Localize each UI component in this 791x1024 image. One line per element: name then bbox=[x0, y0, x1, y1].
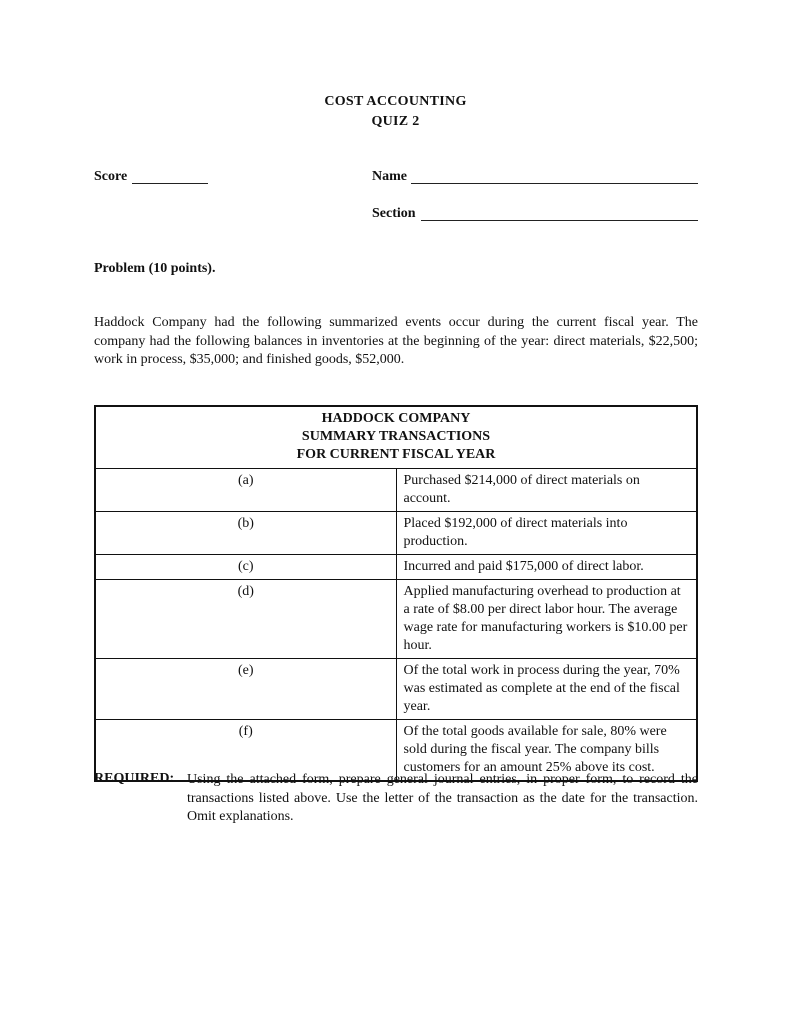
name-field[interactable] bbox=[411, 183, 698, 184]
transaction-text: Purchased $214,000 of direct materials on account. bbox=[396, 469, 697, 512]
transaction-letter: (f) bbox=[95, 720, 396, 782]
transaction-letter: (c) bbox=[95, 555, 396, 580]
table-row bbox=[95, 580, 697, 659]
table-row bbox=[95, 659, 697, 720]
transaction-letter: (d) bbox=[95, 580, 396, 659]
transaction-text: Of the total goods available for sale, 80% were sold during the fiscal year. The company bills customers for an amount 25% above its cost. bbox=[396, 720, 697, 782]
transaction-text: Applied manufacturing overhead to production at a rate of $8.00 per direct labor hour. The average wage rate for manufacturing workers is $10.00 per hour. bbox=[396, 580, 697, 659]
table-row bbox=[95, 469, 697, 512]
problem-intro: Haddock Company had the following summarized events occur during the current fiscal year. The company had the following balances in inventories at the beginning of the year: direct materials, $22,500; work in process, $35,000; and finished goods, $52,000. bbox=[94, 315, 698, 367]
page-subtitle: QUIZ 2 bbox=[371, 114, 420, 129]
score-field[interactable] bbox=[132, 183, 208, 184]
problem-heading: Problem (10 points). bbox=[94, 261, 216, 276]
transactions-table bbox=[94, 405, 698, 782]
section-field[interactable] bbox=[421, 220, 698, 221]
name-label: Name bbox=[372, 169, 407, 184]
table-row bbox=[95, 512, 697, 555]
transaction-letter: (e) bbox=[95, 659, 396, 720]
score-label: Score bbox=[94, 169, 128, 184]
section-label: Section bbox=[372, 206, 416, 221]
table-header-line: HADDOCK COMPANY bbox=[321, 411, 471, 426]
transaction-text: Of the total work in process during the year, 70% was estimated as complete at the end of the fiscal year. bbox=[396, 659, 697, 720]
table-header-line: FOR CURRENT FISCAL YEAR bbox=[296, 447, 496, 462]
page-title: COST ACCOUNTING bbox=[324, 94, 467, 109]
required-label: REQUIRED: bbox=[94, 771, 175, 786]
table-header bbox=[95, 406, 697, 469]
transaction-letter: (b) bbox=[95, 512, 396, 555]
transaction-text: Placed $192,000 of direct materials into production. bbox=[396, 512, 697, 555]
required-text: Using the attached form, prepare general journal entries, in proper form, to record the transactions listed above. Use the letter of the transaction as the date for the transaction. Omit explanations. bbox=[187, 772, 698, 824]
transaction-letter: (a) bbox=[95, 469, 396, 512]
table-row bbox=[95, 555, 697, 580]
table-header-line: SUMMARY TRANSACTIONS bbox=[301, 429, 491, 444]
transaction-text: Incurred and paid $175,000 of direct labor. bbox=[396, 555, 697, 580]
